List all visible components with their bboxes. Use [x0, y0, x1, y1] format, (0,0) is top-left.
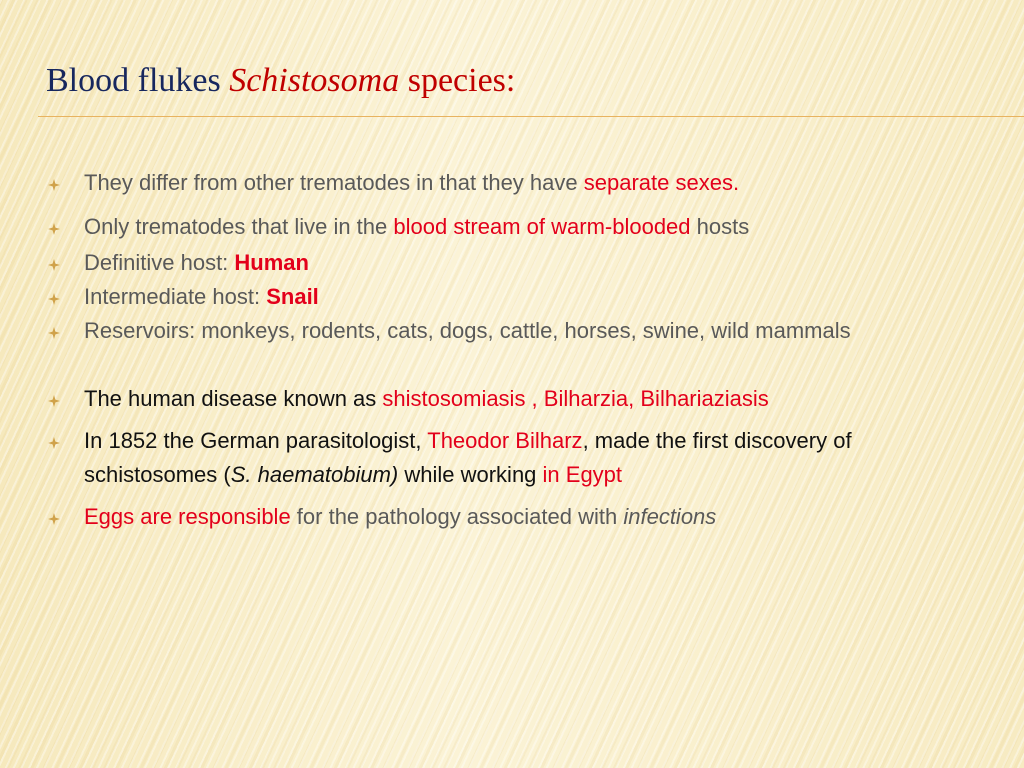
bullet-text-plain: Only trematodes that live in the	[84, 214, 394, 239]
bullet-text-highlight: blood stream of warm-blooded	[393, 214, 691, 239]
bullet-text	[84, 214, 984, 240]
bullet-text	[84, 250, 984, 276]
diamond-bullet-icon	[48, 259, 60, 271]
bullet-text-highlight: Theodor Bilharz	[427, 428, 583, 453]
bullet-text-highlight: Human	[234, 250, 309, 275]
bullet-text	[84, 318, 954, 344]
bullet-text	[84, 504, 984, 530]
bullet-text-species: S. haematobium)	[230, 462, 399, 487]
diamond-bullet-icon	[48, 395, 60, 407]
bullet-text-plain: Definitive host:	[84, 250, 235, 275]
bullet-text-plain: Reservoirs: monkeys, rodents, cats, dogs, cattle, horses, swine, wild mammals	[84, 318, 851, 343]
bullet-text-plain: They differ from other trematodes in that they have	[84, 170, 584, 195]
bullet-text-highlight: in Egypt	[542, 462, 623, 487]
bullet-text-plain: , made the first discovery of schistosomes (	[84, 428, 852, 487]
title-suffix: species:	[399, 62, 516, 99]
bullet-text-highlight: shistosomiasis , Bilharzia, Bilhariaziasis	[382, 386, 769, 411]
bullet-text	[84, 284, 984, 310]
title-main: Blood flukes	[46, 62, 230, 99]
bullet-text-plain: In 1852 the German parasitologist,	[84, 428, 428, 453]
diamond-bullet-icon	[48, 437, 60, 449]
diamond-bullet-icon	[48, 223, 60, 235]
diamond-bullet-icon	[48, 327, 60, 339]
bullet-text-plain: Intermediate host:	[84, 284, 267, 309]
bullet-text-plain: while working	[398, 462, 543, 487]
bullet-text-plain: hosts	[690, 214, 750, 239]
bullet-text-emphasis: infections	[623, 504, 717, 529]
title-genus: Schistosoma	[229, 62, 400, 99]
title-divider	[38, 116, 1024, 117]
bullet-text-plain: for the pathology associated with	[290, 504, 624, 529]
bullet-text-highlight: Eggs are responsible	[84, 504, 291, 529]
slide-title	[46, 60, 515, 102]
diamond-bullet-icon	[48, 293, 60, 305]
diamond-bullet-icon	[48, 179, 60, 191]
bullet-text	[84, 424, 944, 492]
diamond-bullet-icon	[48, 513, 60, 525]
bullet-text-highlight: separate sexes.	[583, 170, 740, 195]
bullet-text-plain: The human disease known as	[84, 386, 383, 411]
bullet-text-highlight: Snail	[266, 284, 319, 309]
bullet-text	[84, 386, 984, 412]
bullet-text	[84, 170, 984, 196]
